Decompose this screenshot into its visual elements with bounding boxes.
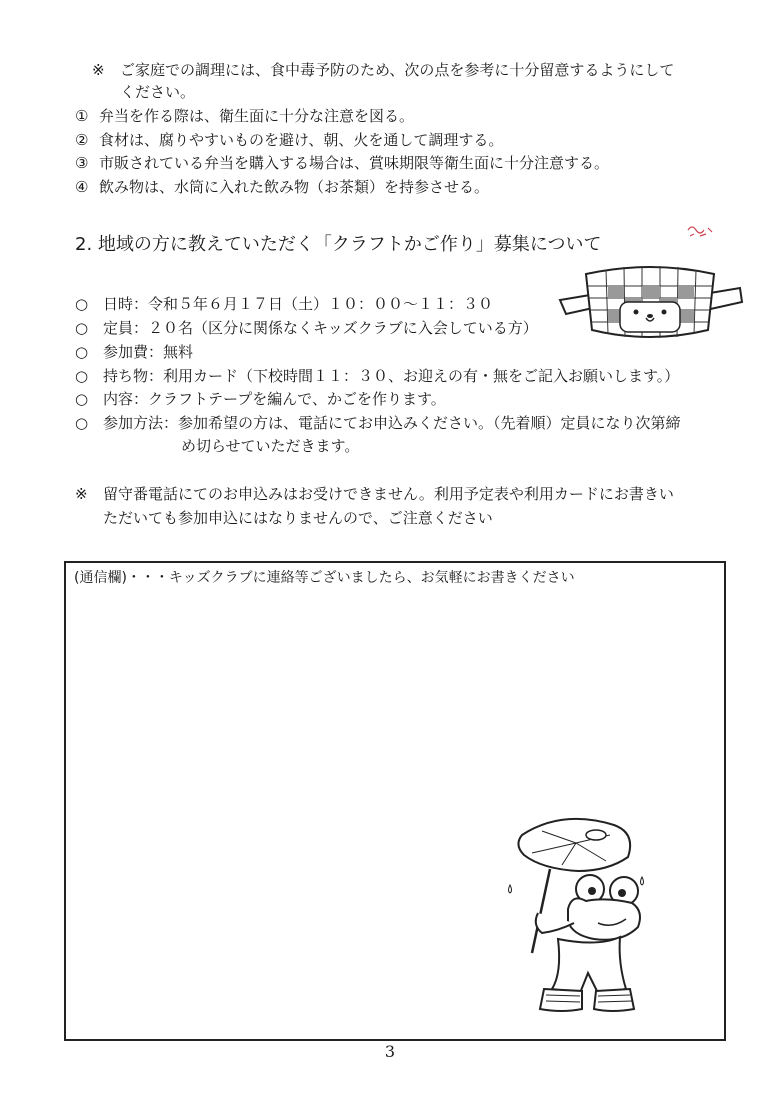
tip-text-3: 市販されている弁当を購入する場合は、賞味期限等衛生面に十分注意する。: [99, 154, 610, 172]
section2-heading: 2. 地域の方に教えていただく「クラフトかご作り」募集について: [75, 234, 602, 255]
detail-mark-6: ○: [75, 414, 89, 432]
page-number: 3: [384, 1042, 396, 1061]
detail-capacity: 定員：２０名（区分に関係なくキッズクラブに入会している方）: [103, 319, 538, 337]
tip-number-2: ②: [75, 131, 89, 149]
scribble-decoration: [686, 222, 716, 242]
tip-number-4: ④: [75, 178, 89, 196]
detail-fee: 参加費：無料: [103, 343, 194, 361]
detail-mark-4: ○: [75, 367, 89, 385]
basket-illustration: [556, 252, 744, 348]
tip-text-4: 飲み物は、水筒に入れた飲み物（お茶類）を持参させる。: [99, 178, 490, 196]
tip-text-1: 弁当を作る際は、衛生面に十分な注意を図る。: [99, 107, 415, 125]
caution-text-line1: 留守番電話にてのお申込みはお受けできません。利用予定表や利用カードにお書きい: [103, 485, 674, 503]
notice-text-line1: ご家庭での調理には、食中毒予防のため、次の点を参考に十分留意するようにして: [120, 61, 675, 79]
tip-number-1: ①: [75, 107, 89, 125]
tip-text-2: 食材は、腐りやすいものを避け、朝、火を通して調理する。: [99, 131, 504, 149]
detail-date: 日時：令和５年６月１７日（土）１０：００～１１：３０: [103, 295, 494, 313]
detail-content: 内容：クラフトテープを編んで、かごを作ります。: [103, 390, 446, 408]
detail-mark-2: ○: [75, 319, 89, 337]
notice-text-line2: ください。: [120, 83, 196, 101]
caution-mark: ※: [75, 485, 88, 503]
memo-label: (通信欄)・・・キッズクラブに連絡等ございましたら、お気軽にお書きください: [74, 570, 575, 586]
detail-application-continuation: め切らせていただきます。: [181, 437, 360, 455]
caution-text-line2: ただいても参加申込にはなりませんので、ご注意ください: [103, 509, 493, 527]
detail-mark-3: ○: [75, 343, 89, 361]
memo-box[interactable]: [64, 561, 726, 1041]
detail-application: 参加方法：参加希望の方は、電話にてお申込みください。（先着順）定員になり次第締: [103, 414, 681, 432]
detail-mark-1: ○: [75, 295, 89, 313]
detail-mark-5: ○: [75, 390, 89, 408]
notice-mark: ※: [92, 61, 105, 79]
frog-illustration: [502, 813, 662, 1019]
tip-number-3: ③: [75, 154, 89, 172]
detail-belongings: 持ち物：利用カード（下校時間１１：３０、お迎えの有・無をご記入お願いします。）: [103, 367, 680, 385]
